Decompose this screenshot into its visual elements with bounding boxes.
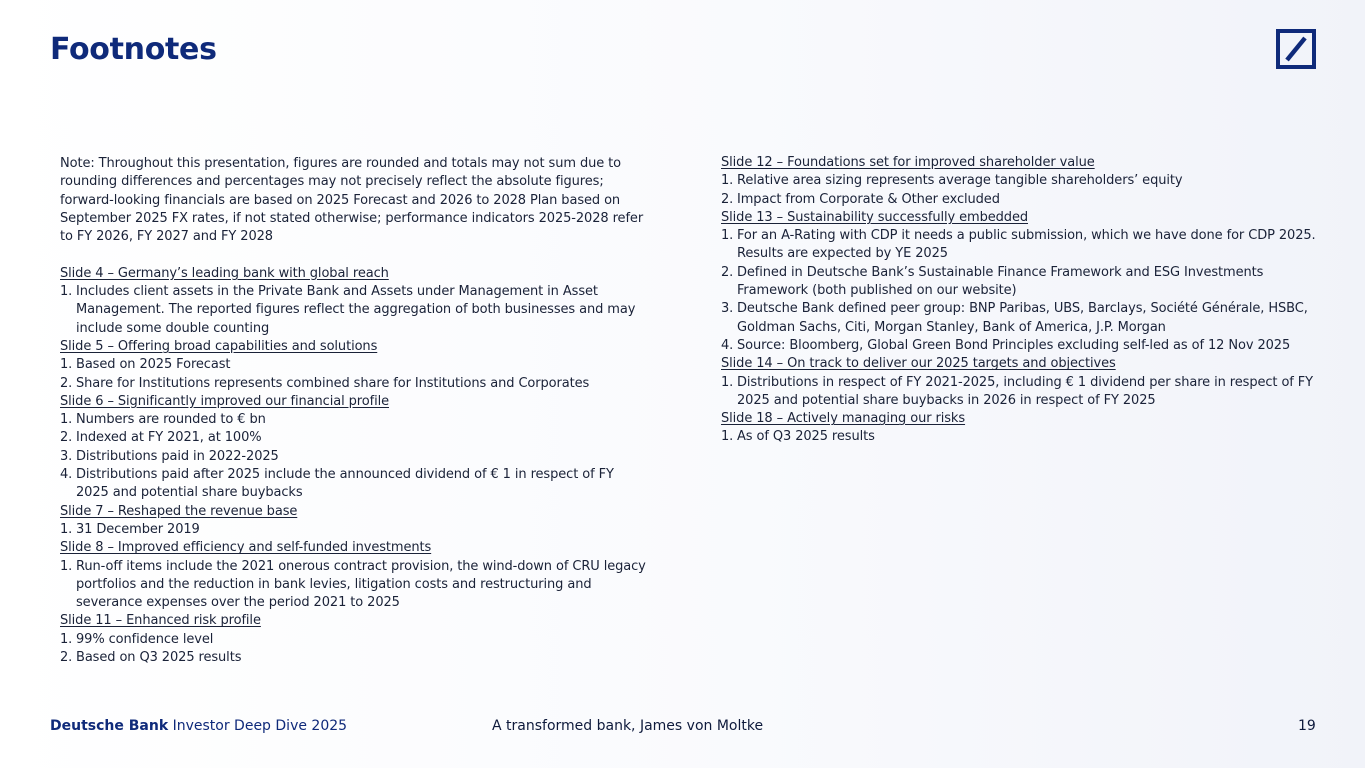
footnote-list: [60, 411, 650, 502]
footnote-text: Relative area sizing represents average tangible shareholders’ equity: [737, 173, 1183, 189]
footnote-section-heading[interactable]: Slide 11 – Enhanced risk profile: [60, 613, 261, 629]
footnote-item: [721, 191, 1321, 209]
footnote-section: [721, 410, 1321, 447]
footnote-section: [60, 612, 650, 667]
footnote-text: Distributions paid after 2025 include the announced dividend of € 1 in respect of FY 2025 and potential share buybacks: [76, 467, 614, 501]
footnote-text: Impact from Corporate & Other excluded: [737, 191, 1000, 207]
footnote-number: 1.: [721, 429, 734, 445]
footnote-section: [721, 355, 1321, 410]
footnote-text: 31 December 2019: [76, 521, 200, 537]
footnote-number: 3.: [721, 301, 734, 317]
footnote-section-heading[interactable]: Slide 8 – Improved efficiency and self-funded investments: [60, 540, 432, 556]
footnote-section-heading[interactable]: Slide 14 – On track to deliver our 2025 targets and objectives: [721, 356, 1116, 372]
footnote-text: As of Q3 2025 results: [737, 429, 875, 445]
page-title: Footnotes: [50, 32, 217, 67]
footnote-list: [60, 558, 650, 613]
footnote-section-heading[interactable]: Slide 18 – Actively managing our risks: [721, 411, 966, 427]
footnote-number: 1.: [60, 521, 73, 537]
footnote-item: [721, 172, 1321, 190]
footnote-text: Based on Q3 2025 results: [76, 650, 242, 666]
footnote-text: Defined in Deutsche Bank’s Sustainable Finance Framework and ESG Investments Framework (both published on our website): [737, 264, 1264, 299]
footnotes-right-column: [721, 154, 1321, 447]
footnote-number: 4.: [60, 467, 73, 483]
footnote-number: 2.: [721, 264, 734, 280]
footnote-section-heading[interactable]: Slide 13 – Sustainability successfully embedded: [721, 209, 1029, 225]
footnote-item: [721, 227, 1321, 264]
footer-brand-line: [50, 716, 347, 736]
footnote-number: 1.: [60, 284, 73, 300]
footnote-text: Run-off items include the 2021 onerous contract provision, the wind-down of CRU legacy portfolios and the reduction in bank levies, litigation costs and restructuring and severance expenses over the period 2021 to 2025: [76, 558, 646, 611]
footnote-number: 2.: [721, 191, 734, 207]
footnote-section: [721, 209, 1321, 355]
footnote-section-heading[interactable]: Slide 4 – Germany’s leading bank with global reach: [60, 265, 389, 281]
footnote-text: Deutsche Bank defined peer group: BNP Paribas, UBS, Barclays, Société Générale, HSBC, Goldman Sachs, Citi, Morgan Stanley, Bank of America, J.P. Morgan: [737, 301, 1308, 335]
footer-brand: Deutsche Bank: [50, 718, 169, 734]
footnote-number: 2.: [60, 650, 73, 666]
footnote-item: [721, 264, 1321, 301]
footnote-section: [60, 393, 650, 503]
footnote-item: [60, 411, 650, 429]
footnote-text: Source: Bloomberg, Global Green Bond Principles excluding self-led as of 12 Nov 2025: [737, 337, 1291, 353]
footnote-list: [721, 428, 1321, 446]
slash-square-icon: [1276, 29, 1316, 69]
footnote-section: [60, 539, 650, 612]
footnote-item: [60, 631, 650, 649]
footnote-item: [60, 375, 650, 393]
footnote-item: [60, 521, 650, 539]
footnote-item: [60, 466, 650, 503]
footnote-item: [721, 428, 1321, 446]
footnote-item: [60, 429, 650, 447]
footnote-text: Distributions paid in 2022-2025: [76, 448, 279, 464]
footnote-item: [60, 283, 650, 338]
footnote-number: 3.: [60, 448, 73, 464]
general-note: Note: Throughout this presentation, figures are rounded and totals may not sum due to rounding differences and percentages may not precisely reflect the absolute figures; forward-looking financials are based on 2025 Forecast and 2026 to 2028 Plan based on September 2025 FX rates, if not stated otherwise; performance indicators 2025-2028 refer to FY 2026, FY 2027 and FY 2028: [60, 156, 644, 245]
footer-event: Investor Deep Dive 2025: [172, 718, 348, 734]
footnote-item: [60, 356, 650, 374]
footnote-item: [721, 300, 1321, 337]
footnote-number: 1.: [60, 357, 73, 373]
footnote-number: 4.: [721, 337, 734, 353]
footnote-text: Includes client assets in the Private Bank and Assets under Management in Asset Management. The reported figures reflect the aggregation of both businesses and may include some double counting: [76, 284, 636, 336]
footnote-item: [721, 374, 1321, 411]
footnote-list: [721, 227, 1321, 355]
footer-presentation-title: A transformed bank, James von Moltke: [492, 718, 764, 734]
footnote-section: [60, 503, 650, 540]
footnote-section: [721, 154, 1321, 209]
footnote-list: [721, 172, 1321, 209]
footnote-text: 99% confidence level: [76, 631, 214, 647]
footnote-section-heading[interactable]: Slide 6 – Significantly improved our financial profile: [60, 393, 389, 409]
page-number: 19: [1298, 718, 1316, 734]
footnote-number: 1.: [721, 173, 734, 189]
footnote-section-heading[interactable]: Slide 12 – Foundations set for improved shareholder value: [721, 155, 1095, 170]
footnote-section: [60, 338, 650, 393]
footnote-text: Distributions in respect of FY 2021-2025, including € 1 dividend per share in respect of FY 2025 and potential share buybacks in 2026 in respect of FY 2025: [737, 374, 1314, 408]
deutsche-bank-logo-icon: [1276, 29, 1316, 69]
footnote-number: 2.: [60, 430, 73, 446]
footnote-item: [60, 448, 650, 466]
footnote-text: Based on 2025 Forecast: [76, 357, 231, 373]
footnote-list: [60, 356, 650, 393]
footnote-list: [60, 283, 650, 338]
footnote-item: [60, 558, 650, 613]
footnote-text: Share for Institutions represents combined share for Institutions and Corporates: [76, 375, 590, 391]
footnote-text: Numbers are rounded to € bn: [76, 412, 266, 428]
footnote-item: [60, 649, 650, 667]
footnote-section-heading[interactable]: Slide 5 – Offering broad capabilities and solutions: [60, 338, 378, 354]
footnote-item: [721, 337, 1321, 355]
footnote-number: 1.: [721, 228, 734, 244]
footnote-number: 1.: [721, 374, 734, 390]
footnote-number: 1.: [60, 412, 73, 428]
footnote-list: [721, 374, 1321, 411]
footnote-number: 2.: [60, 375, 73, 391]
footnotes-left-column: [60, 155, 650, 667]
left-sections: [60, 265, 650, 668]
footnote-text: For an A-Rating with CDP it needs a public submission, which we have done for CDP 2025. Results are expected by YE 2025: [737, 228, 1316, 262]
footnote-number: 1.: [60, 558, 73, 574]
footnote-section-heading[interactable]: Slide 7 – Reshaped the revenue base: [60, 503, 298, 519]
footnote-text: Indexed at FY 2021, at 100%: [76, 430, 262, 446]
footnote-list: [60, 521, 650, 539]
right-sections: [721, 154, 1321, 447]
footnote-list: [60, 631, 650, 668]
footnote-section: [60, 265, 650, 338]
footnote-number: 1.: [60, 631, 73, 647]
